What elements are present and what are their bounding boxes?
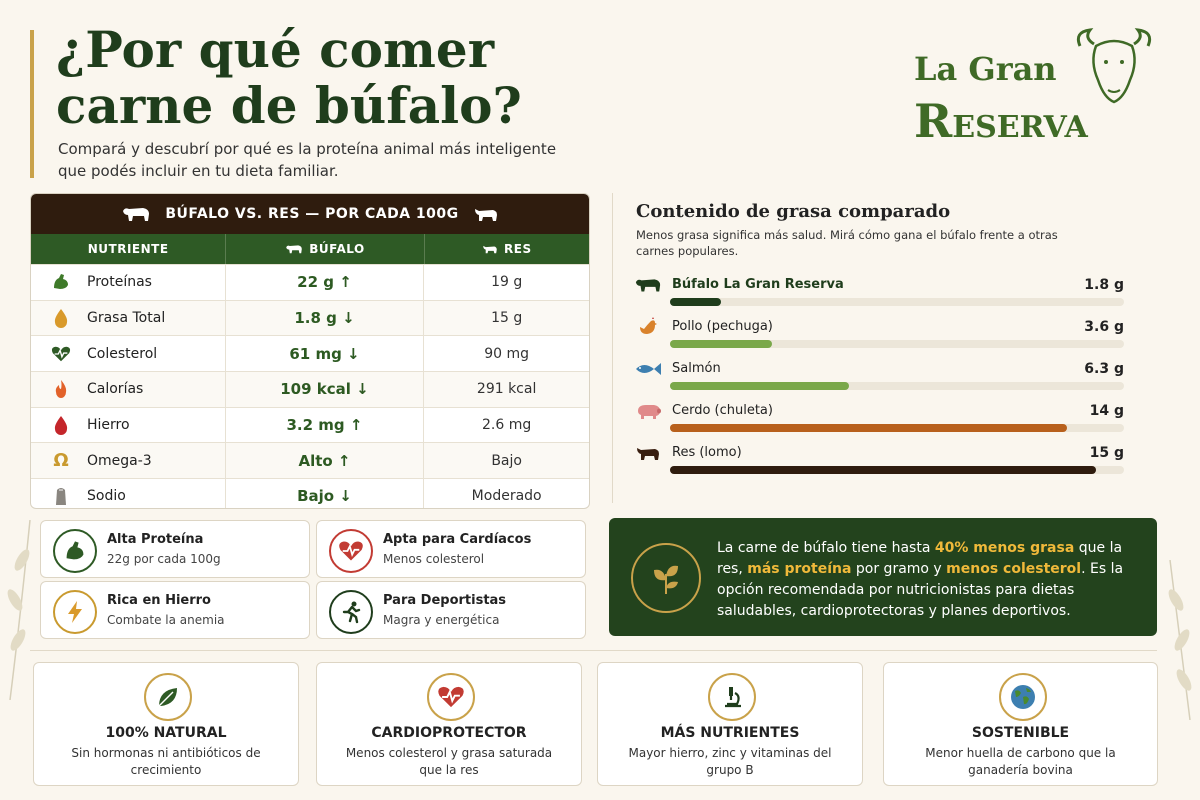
feature-card-apta-cardiacos	[316, 520, 586, 578]
nutrient-name: Calorías	[87, 381, 144, 398]
chart-bar-row	[634, 275, 1124, 315]
logo-rest: ESERVA	[952, 110, 1088, 145]
benefit-subtitle: Menos colesterol y grasa saturada que la res	[345, 746, 553, 777]
res-value: Moderado	[471, 488, 542, 505]
feature-title: Rica en Hierro	[107, 593, 211, 608]
buffalo-icon	[634, 275, 662, 295]
chart-bar-value-label: 15 g	[1089, 445, 1124, 461]
chart-bar-label: Pollo (pechuga)	[672, 319, 773, 334]
chart-title: Contenido de grasa comparado	[636, 201, 951, 222]
logo-initial: R	[914, 94, 953, 148]
chart-bar	[670, 466, 1096, 474]
microscope-icon	[708, 673, 756, 721]
feature-card-rica-hierro	[40, 581, 310, 639]
heart-pulse-icon	[329, 529, 373, 573]
nutrient-name: Grasa Total	[87, 310, 166, 327]
chart-bar-label: Res (lomo)	[672, 445, 742, 460]
info-highlight: más proteína	[747, 561, 852, 577]
chart-bar-row	[634, 443, 1124, 483]
section-divider	[30, 650, 1157, 651]
chart-subtitle: Menos grasa significa más salud. Mirá cómo gana el búfalo frente a otras carnes populares.	[636, 228, 1058, 258]
table-row	[31, 300, 589, 336]
table-body	[31, 264, 589, 509]
chart-bar	[670, 340, 772, 348]
col-header-bufalo-label: BÚFALO	[309, 242, 365, 256]
info-text-part: por gramo y	[851, 561, 947, 577]
col-header-res-label: RES	[504, 242, 532, 256]
table-column-headers	[31, 234, 589, 264]
info-box	[609, 518, 1157, 636]
table-row	[31, 478, 589, 509]
chart-bar-value-label: 6.3 g	[1084, 361, 1124, 377]
bufalo-value: Alto ↑	[226, 443, 425, 478]
fat-comparison-chart	[612, 193, 1157, 503]
chart-bar-label: Búfalo La Gran Reserva	[672, 277, 844, 292]
table-row	[31, 335, 589, 371]
chart-bar	[670, 298, 721, 306]
cow-icon	[482, 243, 498, 255]
res-value: 15 g	[491, 310, 523, 327]
brand-logo	[912, 28, 1162, 148]
feature-subtitle: Combate la anemia	[107, 613, 225, 627]
nutrient-name: Hierro	[87, 417, 130, 434]
col-header-nutrient	[31, 234, 226, 264]
chart-bar	[670, 382, 849, 390]
cow-icon	[634, 443, 662, 463]
res-value: 90 mg	[484, 345, 530, 362]
nutrient-name: Proteínas	[87, 274, 152, 291]
globe-icon	[999, 673, 1047, 721]
benefit-subtitle: Sin hormonas ni antibióticos de crecimiento	[71, 746, 261, 777]
feature-subtitle: 22g por cada 100g	[107, 552, 221, 566]
chart-bar-row	[634, 401, 1124, 441]
benefit-card-natural	[33, 662, 299, 786]
feature-card-deportistas	[316, 581, 586, 639]
col-header-nutrient-label: NUTRIENTE	[87, 242, 169, 256]
salt-shaker-icon	[51, 486, 71, 506]
chart-bar-track	[670, 466, 1124, 474]
logo-line2	[914, 94, 1088, 148]
flexed-arm-icon	[51, 272, 71, 292]
buffalo-icon	[285, 243, 303, 255]
bufalo-value: 22 g ↑	[226, 265, 425, 300]
table-row	[31, 264, 589, 300]
feature-title: Para Deportistas	[383, 593, 507, 608]
res-value: 2.6 mg	[482, 417, 532, 434]
feature-title: Apta para Cardíacos	[383, 532, 532, 547]
info-highlight: 40% menos grasa	[934, 540, 1075, 556]
info-text-part: . Es la opción recomendada por nutricionistas para dietas saludables, cardioprotectoras y planes deportivos.	[717, 561, 1124, 619]
chart-bar-value-label: 3.6 g	[1084, 319, 1124, 335]
benefit-card-nutrientes	[597, 662, 863, 786]
table-row	[31, 407, 589, 443]
page-subtitle: Compará y descubrí por qué es la proteína animal más inteligente que podés incluir en tu dieta familiar.	[58, 140, 557, 180]
flame-icon	[51, 379, 71, 399]
chart-bar-value-label: 14 g	[1089, 403, 1124, 419]
chart-bar-row	[634, 359, 1124, 399]
feature-card-alta-proteina	[40, 520, 310, 578]
feature-title: Alta Proteína	[107, 532, 204, 547]
bufalo-value: 1.8 g ↓	[226, 301, 425, 336]
res-value: 291 kcal	[476, 381, 537, 398]
col-header-bufalo	[226, 234, 424, 264]
fish-icon	[634, 359, 662, 379]
info-highlight: menos colesterol	[946, 561, 1082, 577]
res-value: 19 g	[491, 274, 523, 291]
omega-icon: Ω	[53, 450, 69, 472]
benefit-title: CARDIOPROTECTOR	[371, 725, 527, 741]
chicken-icon	[634, 317, 662, 337]
leaf-decoration-right	[1160, 560, 1200, 720]
chart-bar-track	[670, 298, 1124, 306]
pig-icon	[634, 401, 662, 421]
chart-bar-track	[670, 382, 1124, 390]
res-value: Bajo	[491, 452, 522, 469]
benefit-card-sostenible	[883, 662, 1158, 786]
bufalo-value: 61 mg ↓	[226, 336, 425, 371]
benefit-subtitle: Menor huella de carbono que la ganadería bovina	[925, 746, 1116, 777]
page-title	[56, 22, 616, 134]
bufalo-value: Bajo ↓	[226, 479, 425, 509]
title-accent-bar	[30, 30, 34, 178]
chart-bar-row	[634, 317, 1124, 357]
blood-drop-icon	[51, 415, 71, 435]
nutrient-name: Colesterol	[87, 345, 158, 362]
chart-bar-track	[670, 424, 1124, 432]
page-title-line1: ¿Por qué comer	[56, 20, 495, 79]
benefit-title: SOSTENIBLE	[971, 725, 1070, 741]
nutrient-name: Omega-3	[87, 452, 152, 469]
comparison-table	[30, 193, 590, 509]
cow-icon	[473, 205, 499, 223]
feature-subtitle: Magra y energética	[383, 613, 500, 627]
page-title-line2: carne de búfalo?	[56, 76, 522, 135]
benefit-title: MÁS NUTRIENTES	[660, 725, 800, 741]
bufalo-value: 109 kcal ↓	[226, 372, 425, 407]
info-text-part: que la res,	[717, 540, 1123, 577]
benefit-title: 100% NATURAL	[105, 725, 227, 741]
chart-bar-track	[670, 340, 1124, 348]
buffalo-head-icon	[1072, 28, 1156, 108]
table-title-bar	[31, 194, 589, 234]
chart-bar	[670, 424, 1067, 432]
table-title: BÚFALO VS. RES — POR CADA 100G	[165, 206, 459, 222]
leaf-icon	[144, 673, 192, 721]
col-header-res	[425, 234, 589, 264]
chart-bar-label: Cerdo (chuleta)	[672, 403, 773, 418]
table-row	[31, 442, 589, 478]
leaves-icon	[631, 543, 701, 613]
chart-bar-value-label: 1.8 g	[1084, 277, 1124, 293]
runner-icon	[329, 590, 373, 634]
buffalo-icon	[121, 205, 151, 223]
chart-bar-label: Salmón	[672, 361, 721, 376]
nutrient-name: Sodio	[87, 488, 126, 505]
heartbeat-icon	[51, 344, 71, 364]
benefit-card-cardioprotector	[316, 662, 582, 786]
info-text	[717, 538, 1137, 622]
fat-drop-icon	[51, 308, 71, 328]
logo-line1: La Gran	[914, 50, 1057, 88]
heart-pulse-icon	[427, 673, 475, 721]
lightning-icon	[53, 590, 97, 634]
bufalo-value: 3.2 mg ↑	[226, 408, 425, 443]
feature-subtitle: Menos colesterol	[383, 552, 485, 566]
table-row	[31, 371, 589, 407]
flexed-arm-icon	[53, 529, 97, 573]
info-text-part: La carne de búfalo tiene hasta	[717, 540, 935, 556]
benefit-subtitle: Mayor hierro, zinc y vitaminas del grupo B	[628, 746, 832, 777]
